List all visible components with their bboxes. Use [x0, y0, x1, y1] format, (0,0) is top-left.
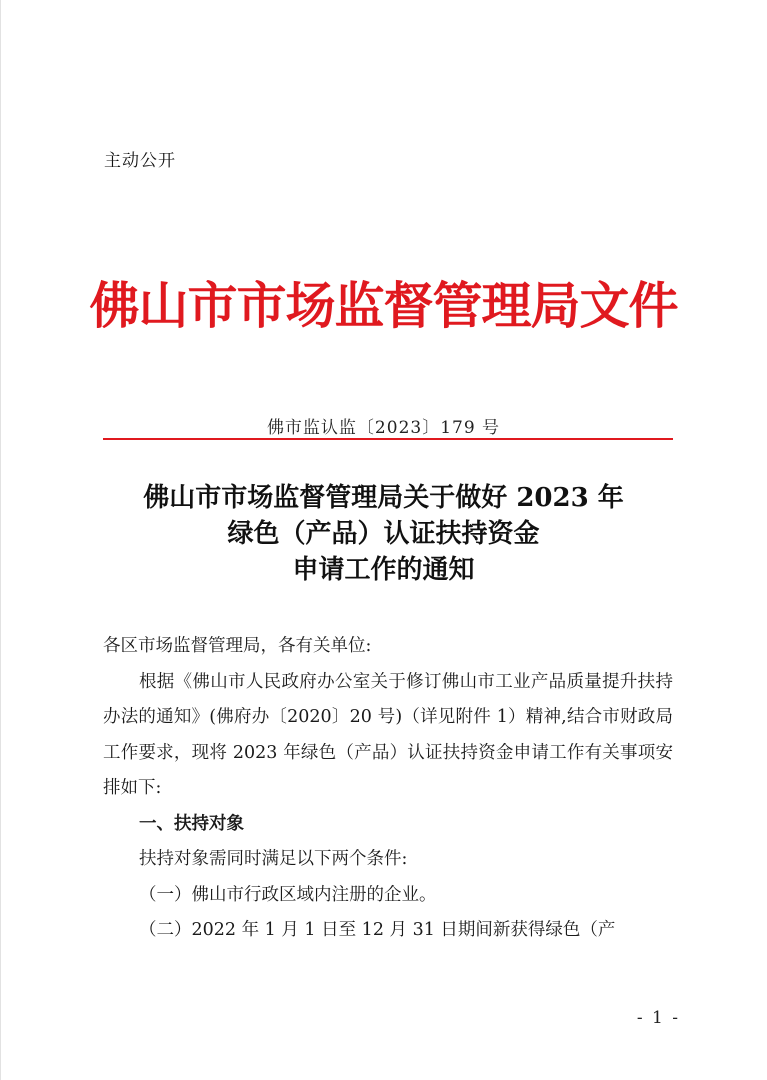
title-line-2: 绿色（产品）认证扶持资金: [227, 519, 540, 549]
document-title: [0, 480, 767, 588]
document-masthead: 佛山市市场监督管理局文件: [89, 276, 678, 335]
title-line-1: 佛山市市场监督管理局关于做好 2023 年: [143, 483, 624, 513]
section-1-intro: 扶持对象需同时满足以下两个条件:: [139, 849, 408, 869]
paragraph-intro: 根据《佛山市人民政府办公室关于修订佛山市工业产品质量提升扶持办法的通知》(佛府办〔2020〕20 号)（详见附件 1）精神,结合市财政局工作要求，现将 2023 年绿色（产品）认证扶持资金申请工作有关事项安排如下:: [103, 671, 673, 798]
section-heading-1: 一、扶持对象: [139, 813, 244, 834]
document-body: [103, 629, 673, 949]
disclosure-label: 主动公开: [104, 151, 176, 171]
title-line-3: 申请工作的通知: [292, 555, 475, 585]
condition-item-1: （一）佛山市行政区域内注册的企业。: [139, 884, 437, 905]
document-number: 佛市监认监〔2023〕179 号: [266, 418, 501, 438]
page-number: - 1 -: [636, 1008, 680, 1028]
salutation: 各区市场监督管理局，各有关单位:: [103, 636, 372, 656]
red-divider-line: [103, 438, 673, 440]
condition-item-2: （二）2022 年 1 月 1 日至 12 月 31 日期间新获得绿色（产: [139, 920, 616, 940]
